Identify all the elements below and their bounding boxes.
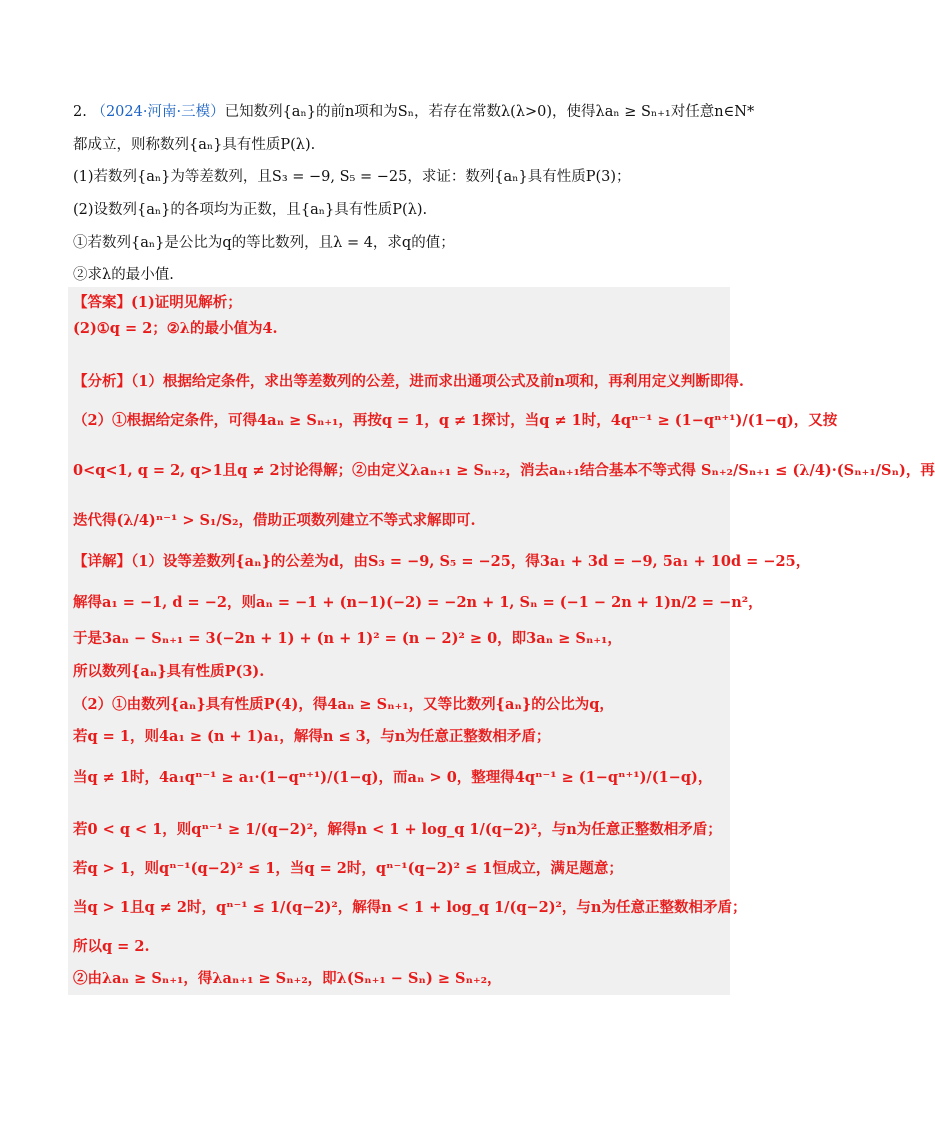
detail-line-11: 所以q = 2.	[73, 938, 150, 955]
detail-line-10: 当q > 1且q ≠ 2时，qⁿ⁻¹ ≤ 1/(q−2)²，解得n < 1 + log_q 1/(q−2)²，与n为任意正整数相矛盾；	[73, 899, 747, 916]
detail-line-9: 若q > 1，则qⁿ⁻¹(q−2)² ≤ 1，当q = 2时，qⁿ⁻¹(q−2)² ≤ 1恒成立，满足题意；	[73, 860, 623, 877]
part-1-question: (1)若数列{aₙ}为等差数列，且S₃ = −9, S₅ = −25，求证：数列{aₙ}具有性质P(3)；	[73, 169, 631, 185]
analysis-line-2: （2）①根据给定条件，可得4aₙ ≥ Sₙ₊₁，再按q = 1，q ≠ 1探讨，当q ≠ 1时，4qⁿ⁻¹ ≥ (1−qⁿ⁺¹)/(1−q)，又按	[73, 412, 838, 429]
detail-line-4: 所以数列{aₙ}具有性质P(3).	[73, 663, 265, 680]
problem-line-1	[73, 101, 755, 123]
analysis-line-3: 0<q<1, q = 2, q>1且q ≠ 2讨论得解；②由定义λaₙ₊₁ ≥ Sₙ₊₂，消去aₙ₊₁结合基本不等式得 Sₙ₊₂/Sₙ₊₁ ≤ (λ/4)·(Sₙ₊₁/Sₙ)，再	[73, 462, 935, 479]
answer-line-2: (2)①q = 2；②λ的最小值为4.	[73, 320, 278, 337]
detail-line-5: （2）①由数列{aₙ}具有性质P(4)，得4aₙ ≥ Sₙ₊₁，又等比数列{aₙ}的公比为q，	[73, 696, 614, 713]
analysis-line-1: 【分析】（1）根据给定条件，求出等差数列的公差，进而求出通项公式及前n项和，再利用定义判断即得.	[73, 373, 744, 390]
detail-line-7: 当q ≠ 1时，4a₁qⁿ⁻¹ ≥ a₁·(1−qⁿ⁺¹)/(1−q)，而aₙ > 0，整理得4qⁿ⁻¹ ≥ (1−qⁿ⁺¹)/(1−q)，	[73, 769, 713, 786]
part-2-sub-1: ①若数列{aₙ}是公比为q的等比数列，且λ = 4，求q的值；	[73, 235, 455, 251]
detail-line-2: 解得a₁ = −1, d = −2，则aₙ = −1 + (n−1)(−2) = −2n + 1, Sₙ = (−1 − 2n + 1)n/2 = −n²，	[73, 594, 763, 611]
part-2-question: (2)设数列{aₙ}的各项均为正数，且{aₙ}具有性质P(λ).	[73, 202, 428, 218]
detail-line-1: 【详解】（1）设等差数列{aₙ}的公差为d，由S₃ = −9, S₅ = −25，得3a₁ + 3d = −9, 5a₁ + 10d = −25，	[73, 553, 811, 570]
problem-line-2: 都成立，则称数列{aₙ}具有性质P(λ).	[73, 137, 316, 153]
problem-source: （2024·河南·三模）	[91, 104, 225, 120]
detail-line-12: ②由λaₙ ≥ Sₙ₊₁，得λaₙ₊₁ ≥ Sₙ₊₂，即λ(Sₙ₊₁ − Sₙ) ≥ Sₙ₊₂，	[73, 970, 502, 987]
problem-text: 已知数列{aₙ}的前n项和为Sₙ，若存在常数λ(λ>0)，使得λaₙ ≥ Sₙ₊₁对任意n∈N*	[224, 104, 755, 120]
detail-line-8: 若0 < q < 1，则qⁿ⁻¹ ≥ 1/(q−2)²，解得n < 1 + log_q 1/(q−2)²，与n为任意正整数相矛盾；	[73, 821, 722, 838]
part-2-sub-2: ②求λ的最小值.	[73, 267, 174, 283]
problem-number: 2.	[73, 104, 87, 120]
analysis-line-4: 迭代得(λ/4)ⁿ⁻¹ > S₁/S₂，借助正项数列建立不等式求解即可.	[73, 512, 476, 529]
answer-line-1: 【答案】(1)证明见解析；	[73, 294, 242, 311]
detail-line-6: 若q = 1，则4a₁ ≥ (n + 1)a₁，解得n ≤ 3，与n为任意正整数相矛盾；	[73, 728, 551, 745]
detail-line-3: 于是3aₙ − Sₙ₊₁ = 3(−2n + 1) + (n + 1)² = (n − 2)² ≥ 0，即3aₙ ≥ Sₙ₊₁，	[73, 630, 622, 647]
